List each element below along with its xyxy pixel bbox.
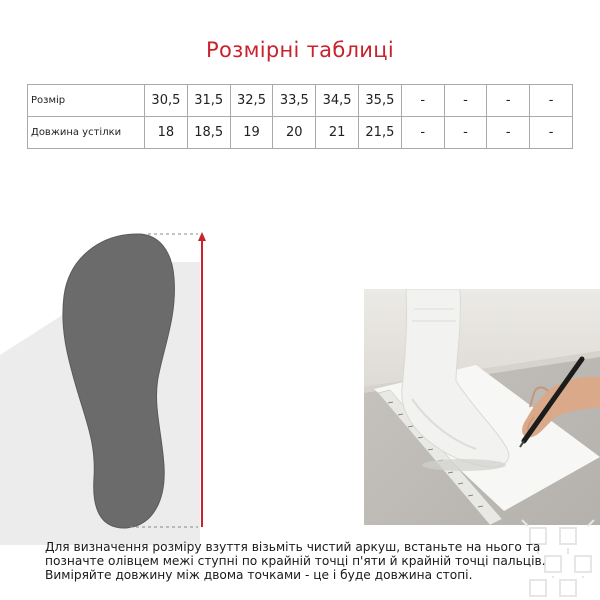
table-row-insole-length xyxy=(28,117,573,149)
table-row-size xyxy=(28,85,573,117)
table-cell: - xyxy=(444,117,487,149)
table-cell: 21 xyxy=(316,117,359,149)
table-cell: 19 xyxy=(230,117,273,149)
table-cell: - xyxy=(401,85,444,117)
table-cell: 32,5 xyxy=(230,85,273,117)
row-label: Довжина устілки xyxy=(28,117,145,149)
row-label: Розмір xyxy=(28,85,145,117)
instructions-line: позначте олівцем межі ступні по крайній точці п'яти й крайній точці пальців. xyxy=(45,554,546,568)
instructions-line: Виміряйте довжину між двома точками - це і буде довжина стопі. xyxy=(45,568,473,582)
table-cell: - xyxy=(487,85,530,117)
page-title: Розмірні таблиці xyxy=(206,38,394,62)
table-cell: 34,5 xyxy=(316,85,359,117)
foot-measuring-photo xyxy=(364,289,600,525)
table-cell: 18 xyxy=(145,117,188,149)
table-cell: 33,5 xyxy=(273,85,316,117)
table-cell: 18,5 xyxy=(187,117,230,149)
instructions-text xyxy=(45,540,565,582)
table-cell: - xyxy=(444,85,487,117)
table-cell: - xyxy=(401,117,444,149)
table-cell: 30,5 xyxy=(145,85,188,117)
table-cell: - xyxy=(530,117,573,149)
table-cell: 21,5 xyxy=(358,117,401,149)
table-cell: - xyxy=(530,85,573,117)
measure-arrow-icon xyxy=(130,226,215,531)
table-cell: 20 xyxy=(273,117,316,149)
table-cell: - xyxy=(487,117,530,149)
table-cell: 35,5 xyxy=(358,85,401,117)
table-cell: 31,5 xyxy=(187,85,230,117)
size-table xyxy=(27,84,573,149)
instructions-line: Для визначення розміру взуття візьміть чистий аркуш, встаньте на нього та xyxy=(45,540,541,554)
